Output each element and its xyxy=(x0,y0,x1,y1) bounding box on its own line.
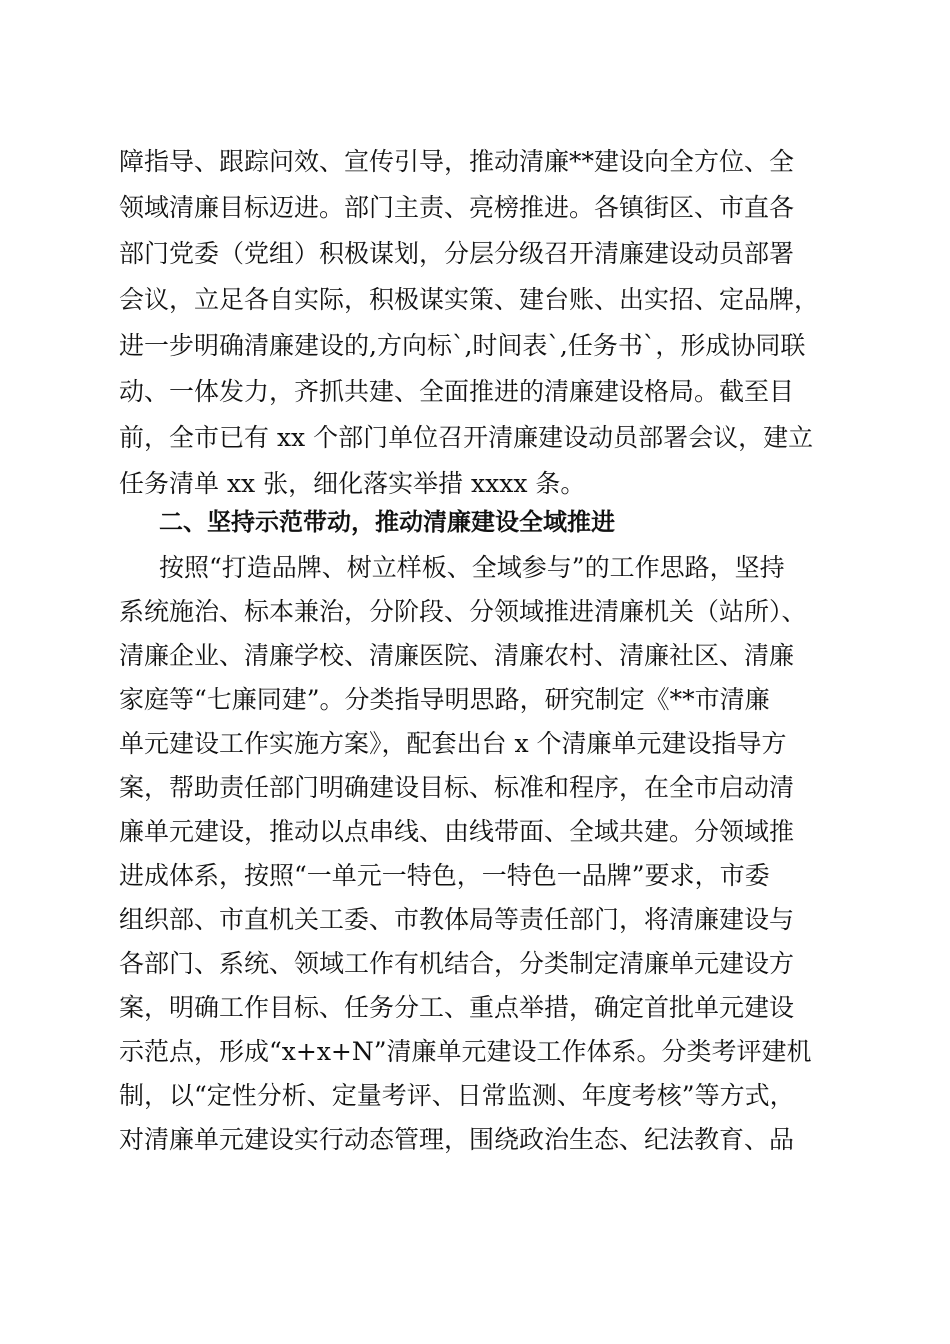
paragraph-2-line-4: 家庭等“七廉同建”。分类指导明思路，研究制定《**市清廉 xyxy=(119,685,770,714)
paragraph-2-line-6: 案，帮助责任部门明确建设目标、标准和程序，在全市启动清 xyxy=(119,773,795,802)
paragraph-1-line-2: 领域清廉目标迈进。部门主责、亮榜推进。各镇街区、市直各 xyxy=(119,193,795,222)
section-heading-2: 二、坚持示范带动，推动清廉建设全域推进 xyxy=(159,508,615,536)
paragraph-2-line-9: 组织部、市直机关工委、市教体局等责任部门，将清廉建设与 xyxy=(119,905,795,934)
paragraph-2-line-5: 单元建设工作实施方案》，配套出台 x 个清廉单元建设指导方 xyxy=(119,729,787,758)
paragraph-1-line-7: 前，全市已有 xx 个部门单位召开清廉建设动员部署会议，建立 xyxy=(119,423,814,452)
paragraph-2-line-1: 按照“打造品牌、树立样板、全域参与”的工作思路，坚持 xyxy=(159,553,785,582)
paragraph-1-line-4: 会议，立足各自实际，积极谋实策、建台账、出实招、定品牌， xyxy=(119,285,820,314)
paragraph-2-line-12: 示范点，形成“x+x+N”清廉单元建设工作体系。分类考评建机 xyxy=(119,1037,812,1066)
paragraph-1-line-3: 部门党委（党组）积极谋划，分层分级召开清廉建设动员部署 xyxy=(119,239,795,268)
paragraph-2-line-8: 进成体系，按照“一单元一特色，一特色一品牌”要求，市委 xyxy=(119,861,770,890)
paragraph-2-line-10: 各部门、系统、领域工作有机结合，分类制定清廉单元建设方 xyxy=(119,949,795,978)
paragraph-2-line-2: 系统施治、标本兼治，分阶段、分领域推进清廉机关（站所）、 xyxy=(119,597,807,626)
paragraph-1-line-5: 进一步明确清廉建设的,方向标`,时间表`,任务书`，形成协同联 xyxy=(119,331,806,360)
paragraph-1-line-6: 动、一体发力，齐抓共建、全面推进的清廉建设格局。截至目 xyxy=(119,377,795,406)
paragraph-2-line-14: 对清廉单元建设实行动态管理，围绕政治生态、纪法教育、品 xyxy=(119,1125,795,1154)
paragraph-2-line-3: 清廉企业、清廉学校、清廉医院、清廉农村、清廉社区、清廉 xyxy=(119,641,795,670)
paragraph-1-line-8: 任务清单 xx 张，细化落实举措 xxxx 条。 xyxy=(119,469,586,498)
paragraph-1-line-1: 障指导、跟踪问效、宣传引导，推动清廉**建设向全方位、全 xyxy=(119,147,795,176)
paragraph-2-line-13: 制，以“定性分析、定量考评、日常监测、年度考核”等方式， xyxy=(119,1081,795,1110)
paragraph-2-line-11: 案，明确工作目标、任务分工、重点举措，确定首批单元建设 xyxy=(119,993,795,1022)
paragraph-2-line-7: 廉单元建设，推动以点串线、由线带面、全域共建。分领域推 xyxy=(119,817,795,846)
